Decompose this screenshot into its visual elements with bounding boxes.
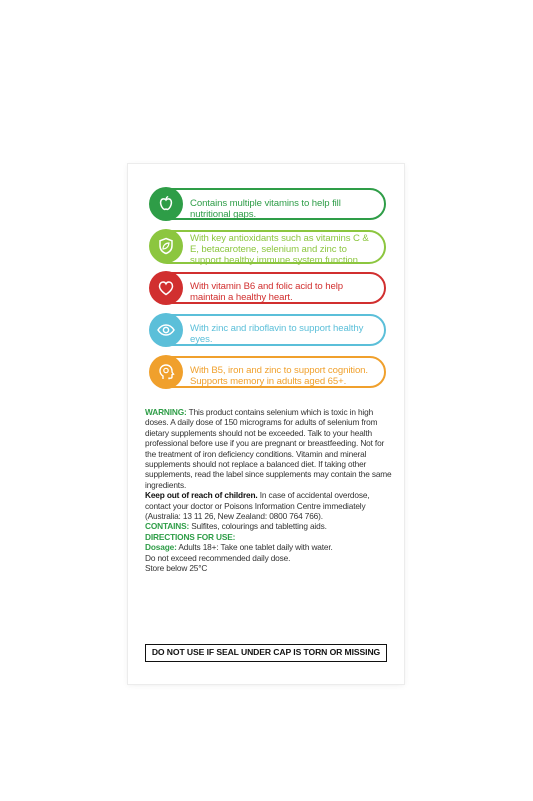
contains-label: CONTAINS: [145,521,190,532]
shield-leaf-icon [149,229,183,263]
children-paragraph [145,490,397,521]
label-text-block [145,407,397,574]
head-brain-icon [149,355,183,389]
benefit-text: With zinc and riboflavin to support healthy eyes. [190,323,364,345]
dosage-label: Dosage: [145,542,177,553]
warning-paragraph [145,407,397,490]
eye-icon [149,313,183,347]
benefit-pill-cognition [150,356,386,388]
directions-heading: DIRECTIONS FOR USE: [145,531,236,542]
warning-label: WARNING: [145,407,187,417]
children-text: In case of accidental overdose, contact your doctor or Poisons Information Centre immediately (Australia: 13 11 26, New Zealand: 0800 764 766). [145,490,370,522]
apple-icon [149,187,183,221]
seal-notice-box: DO NOT USE IF SEAL UNDER CAP IS TORN OR MISSING [145,644,387,662]
benefit-pill-heart [150,272,386,304]
benefit-text: With B5, iron and zinc to support cognition. Supports memory in adults aged 65+. [190,365,368,387]
benefit-pill-immune [150,230,386,264]
heart-icon [149,271,183,305]
benefit-pill-nutrition [150,188,386,220]
dosage-paragraph [145,542,397,552]
contains-text: Sulfites, colourings and tabletting aids. [189,521,327,532]
benefit-text: With key antioxidants such as vitamins C & E, betacarotene, selenium and zinc to support healthy immune system function. [190,233,369,266]
max-dose-line: Do not exceed recommended daily dose. [145,552,291,563]
benefit-text: With vitamin B6 and folic acid to help maintain a healthy heart. [190,281,343,303]
contains-paragraph [145,521,397,531]
label-panel [128,164,404,684]
storage-line: Store below 25°C [145,563,208,574]
children-label: Keep out of reach of children. [145,490,258,501]
benefit-pill-eyes [150,314,386,346]
dosage-text: Adults 18+: Take one tablet daily with water. [176,542,333,553]
warning-text: This product contains selenium which is toxic in high doses. A daily dose of 150 micrograms for adults of selenium from dietary supplements should not be exceeded. Talk to your health professional before use if you are pregnant or breastfeeding. Not for the treatment of iron deficiency conditions. Vitamin and mineral supplements should not replace a balanced diet. If taking other supplements, read the label since supplements may contain the same ingredients. [145,407,392,490]
benefit-text: Contains multiple vitamins to help fill nutritional gaps. [190,198,341,220]
